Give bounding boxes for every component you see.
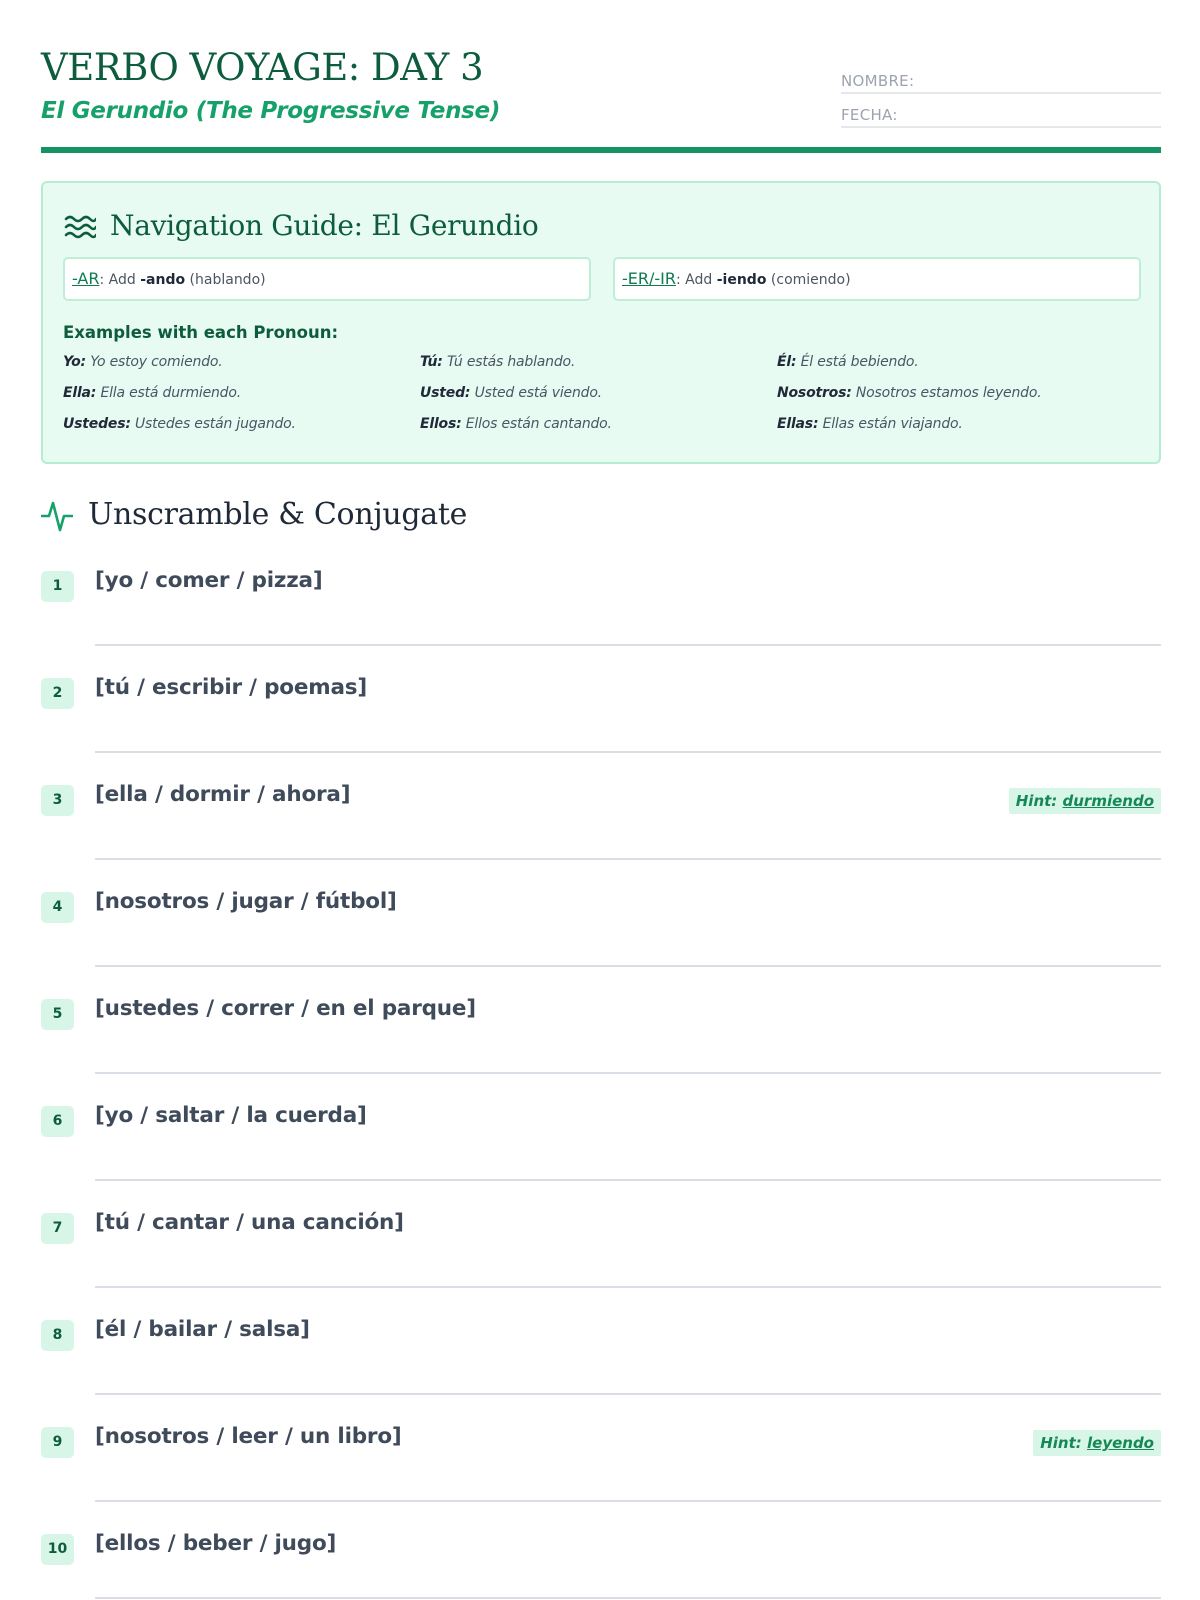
item-number: 7 <box>41 1213 74 1244</box>
exercise-item <box>41 560 1161 667</box>
rule-er-ir <box>613 257 1141 301</box>
date-label: FECHA: <box>841 106 898 124</box>
exercise-section-header <box>41 497 641 537</box>
example-tu: Tú: Tú estás hablando. <box>420 354 576 370</box>
exercise-item <box>41 1309 1161 1416</box>
item-prompt: [nosotros / leer / un libro] <box>95 1424 402 1449</box>
item-prompt: [tú / cantar / una canción] <box>95 1210 404 1235</box>
pulse-icon <box>41 499 73 533</box>
item-number: 1 <box>41 571 74 602</box>
page-title: VERBO VOYAGE: DAY 3 <box>41 46 484 89</box>
answer-line[interactable] <box>95 858 1161 860</box>
exercise-item <box>41 988 1161 1095</box>
answer-line[interactable] <box>95 1393 1161 1395</box>
item-prompt: [ella / dormir / ahora] <box>95 782 351 807</box>
guide-title: Navigation Guide: El Gerundio <box>110 209 539 242</box>
exercise-item <box>41 1523 1161 1600</box>
answer-line[interactable] <box>95 1500 1161 1502</box>
answer-line[interactable] <box>95 751 1161 753</box>
item-number: 3 <box>41 785 74 816</box>
exercise-item <box>41 1202 1161 1309</box>
page-subtitle: El Gerundio (The Progressive Tense) <box>41 98 501 124</box>
item-number: 8 <box>41 1320 74 1351</box>
example-usted: Usted: Usted está viendo. <box>420 385 602 401</box>
example-el: Él: Él está bebiendo. <box>777 354 919 370</box>
item-number: 5 <box>41 999 74 1030</box>
rule-ending: -AR <box>72 269 100 288</box>
example-ellas: Ellas: Ellas están viajando. <box>777 416 963 432</box>
exercise-item <box>41 1095 1161 1202</box>
hint-badge: Hint: leyendo <box>1033 1430 1161 1456</box>
item-number: 4 <box>41 892 74 923</box>
exercise-item <box>41 1416 1161 1523</box>
date-field[interactable] <box>841 102 1161 128</box>
answer-line[interactable] <box>95 644 1161 646</box>
exercise-item <box>41 774 1161 881</box>
rule-example: (hablando) <box>185 272 266 288</box>
rule-text: : Add <box>99 272 141 288</box>
item-number: 9 <box>41 1427 74 1458</box>
item-prompt: [ustedes / correr / en el parque] <box>95 996 476 1021</box>
rule-example: (comiendo) <box>766 272 851 288</box>
item-prompt: [nosotros / jugar / fútbol] <box>95 889 397 914</box>
item-prompt: [yo / saltar / la cuerda] <box>95 1103 367 1128</box>
item-number: 6 <box>41 1106 74 1137</box>
exercise-item <box>41 667 1161 774</box>
item-number: 10 <box>41 1534 74 1565</box>
answer-line[interactable] <box>95 1179 1161 1181</box>
rule-suffix: -iendo <box>716 272 767 288</box>
name-label: NOMBRE: <box>841 72 915 90</box>
rule-suffix: -ando <box>140 272 186 288</box>
rule-ending: -ER/-IR <box>622 269 676 288</box>
header-divider <box>41 147 1161 153</box>
item-prompt: [yo / comer / pizza] <box>95 568 323 593</box>
section-title: Unscramble & Conjugate <box>88 497 468 532</box>
example-yo: Yo: Yo estoy comiendo. <box>63 354 223 370</box>
answer-line[interactable] <box>95 1597 1161 1599</box>
hint-badge: Hint: durmiendo <box>1009 788 1161 814</box>
waves-icon <box>64 213 96 241</box>
exercise-item <box>41 881 1161 988</box>
item-prompt: [ellos / beber / jugo] <box>95 1531 337 1556</box>
answer-line[interactable] <box>95 1286 1161 1288</box>
examples-heading: Examples with each Pronoun: <box>63 323 339 342</box>
example-ella: Ella: Ella está durmiendo. <box>63 385 241 401</box>
worksheet-header <box>41 44 1161 154</box>
item-number: 2 <box>41 678 74 709</box>
item-prompt: [tú / escribir / poemas] <box>95 675 367 700</box>
answer-line[interactable] <box>95 965 1161 967</box>
example-ustedes: Ustedes: Ustedes están jugando. <box>63 416 296 432</box>
example-nosotros: Nosotros: Nosotros estamos leyendo. <box>777 385 1042 401</box>
example-ellos: Ellos: Ellos están cantando. <box>420 416 612 432</box>
item-prompt: [él / bailar / salsa] <box>95 1317 310 1342</box>
rule-ar <box>63 257 591 301</box>
name-field[interactable] <box>841 68 1161 94</box>
navigation-guide-box <box>41 181 1161 464</box>
rule-text: : Add <box>676 272 717 288</box>
answer-line[interactable] <box>95 1072 1161 1074</box>
